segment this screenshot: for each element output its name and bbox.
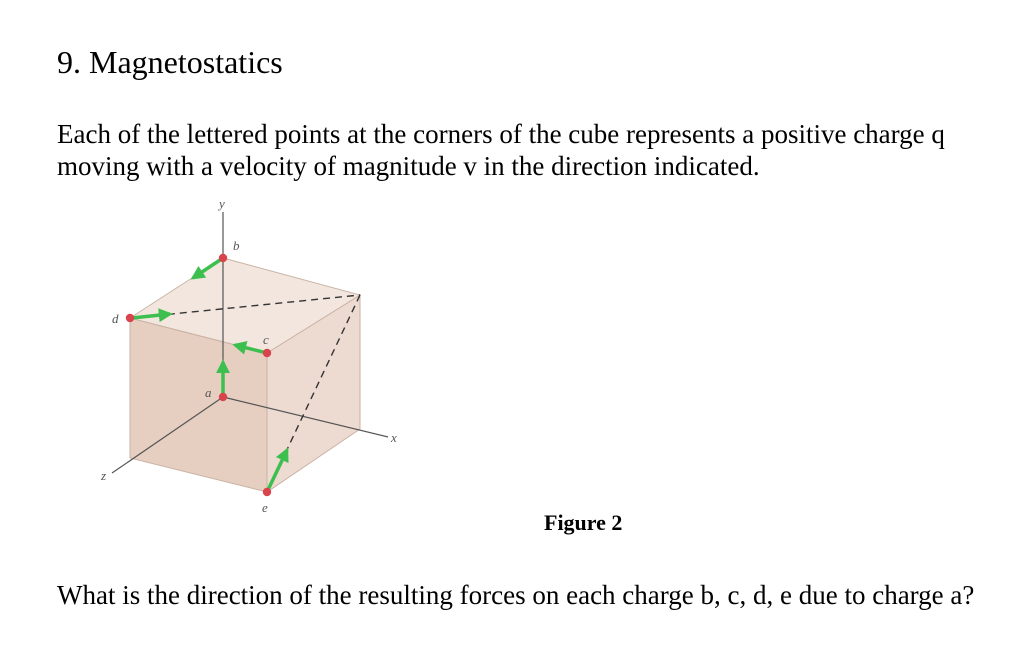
point-label-b: b — [233, 238, 240, 253]
point-label-c: c — [263, 332, 269, 347]
cube-diagram — [90, 190, 420, 520]
charge-c — [263, 349, 271, 357]
axis-label-y: y — [219, 196, 225, 211]
point-label-a: a — [205, 385, 212, 400]
point-label-e: e — [262, 500, 268, 515]
charge-d — [126, 314, 134, 322]
axis-label-z: z — [101, 468, 107, 483]
cube-figure — [90, 190, 420, 520]
charge-b — [219, 254, 227, 262]
charge-a — [219, 393, 227, 401]
point-label-d: d — [112, 311, 119, 326]
axis-label-x: x — [391, 430, 397, 445]
problem-heading: 9. Magnetostatics — [57, 44, 283, 80]
problem-question: What is the direction of the resulting forces on each charge b, c, d, e due to charge a? — [57, 580, 975, 610]
charge-e — [263, 488, 271, 496]
figure-caption: Figure 2 — [544, 510, 623, 535]
problem-intro: Each of the lettered points at the corners of the cube represents a positive charge q moving with a velocity of magnitude v in the direction indicated. — [57, 119, 945, 181]
